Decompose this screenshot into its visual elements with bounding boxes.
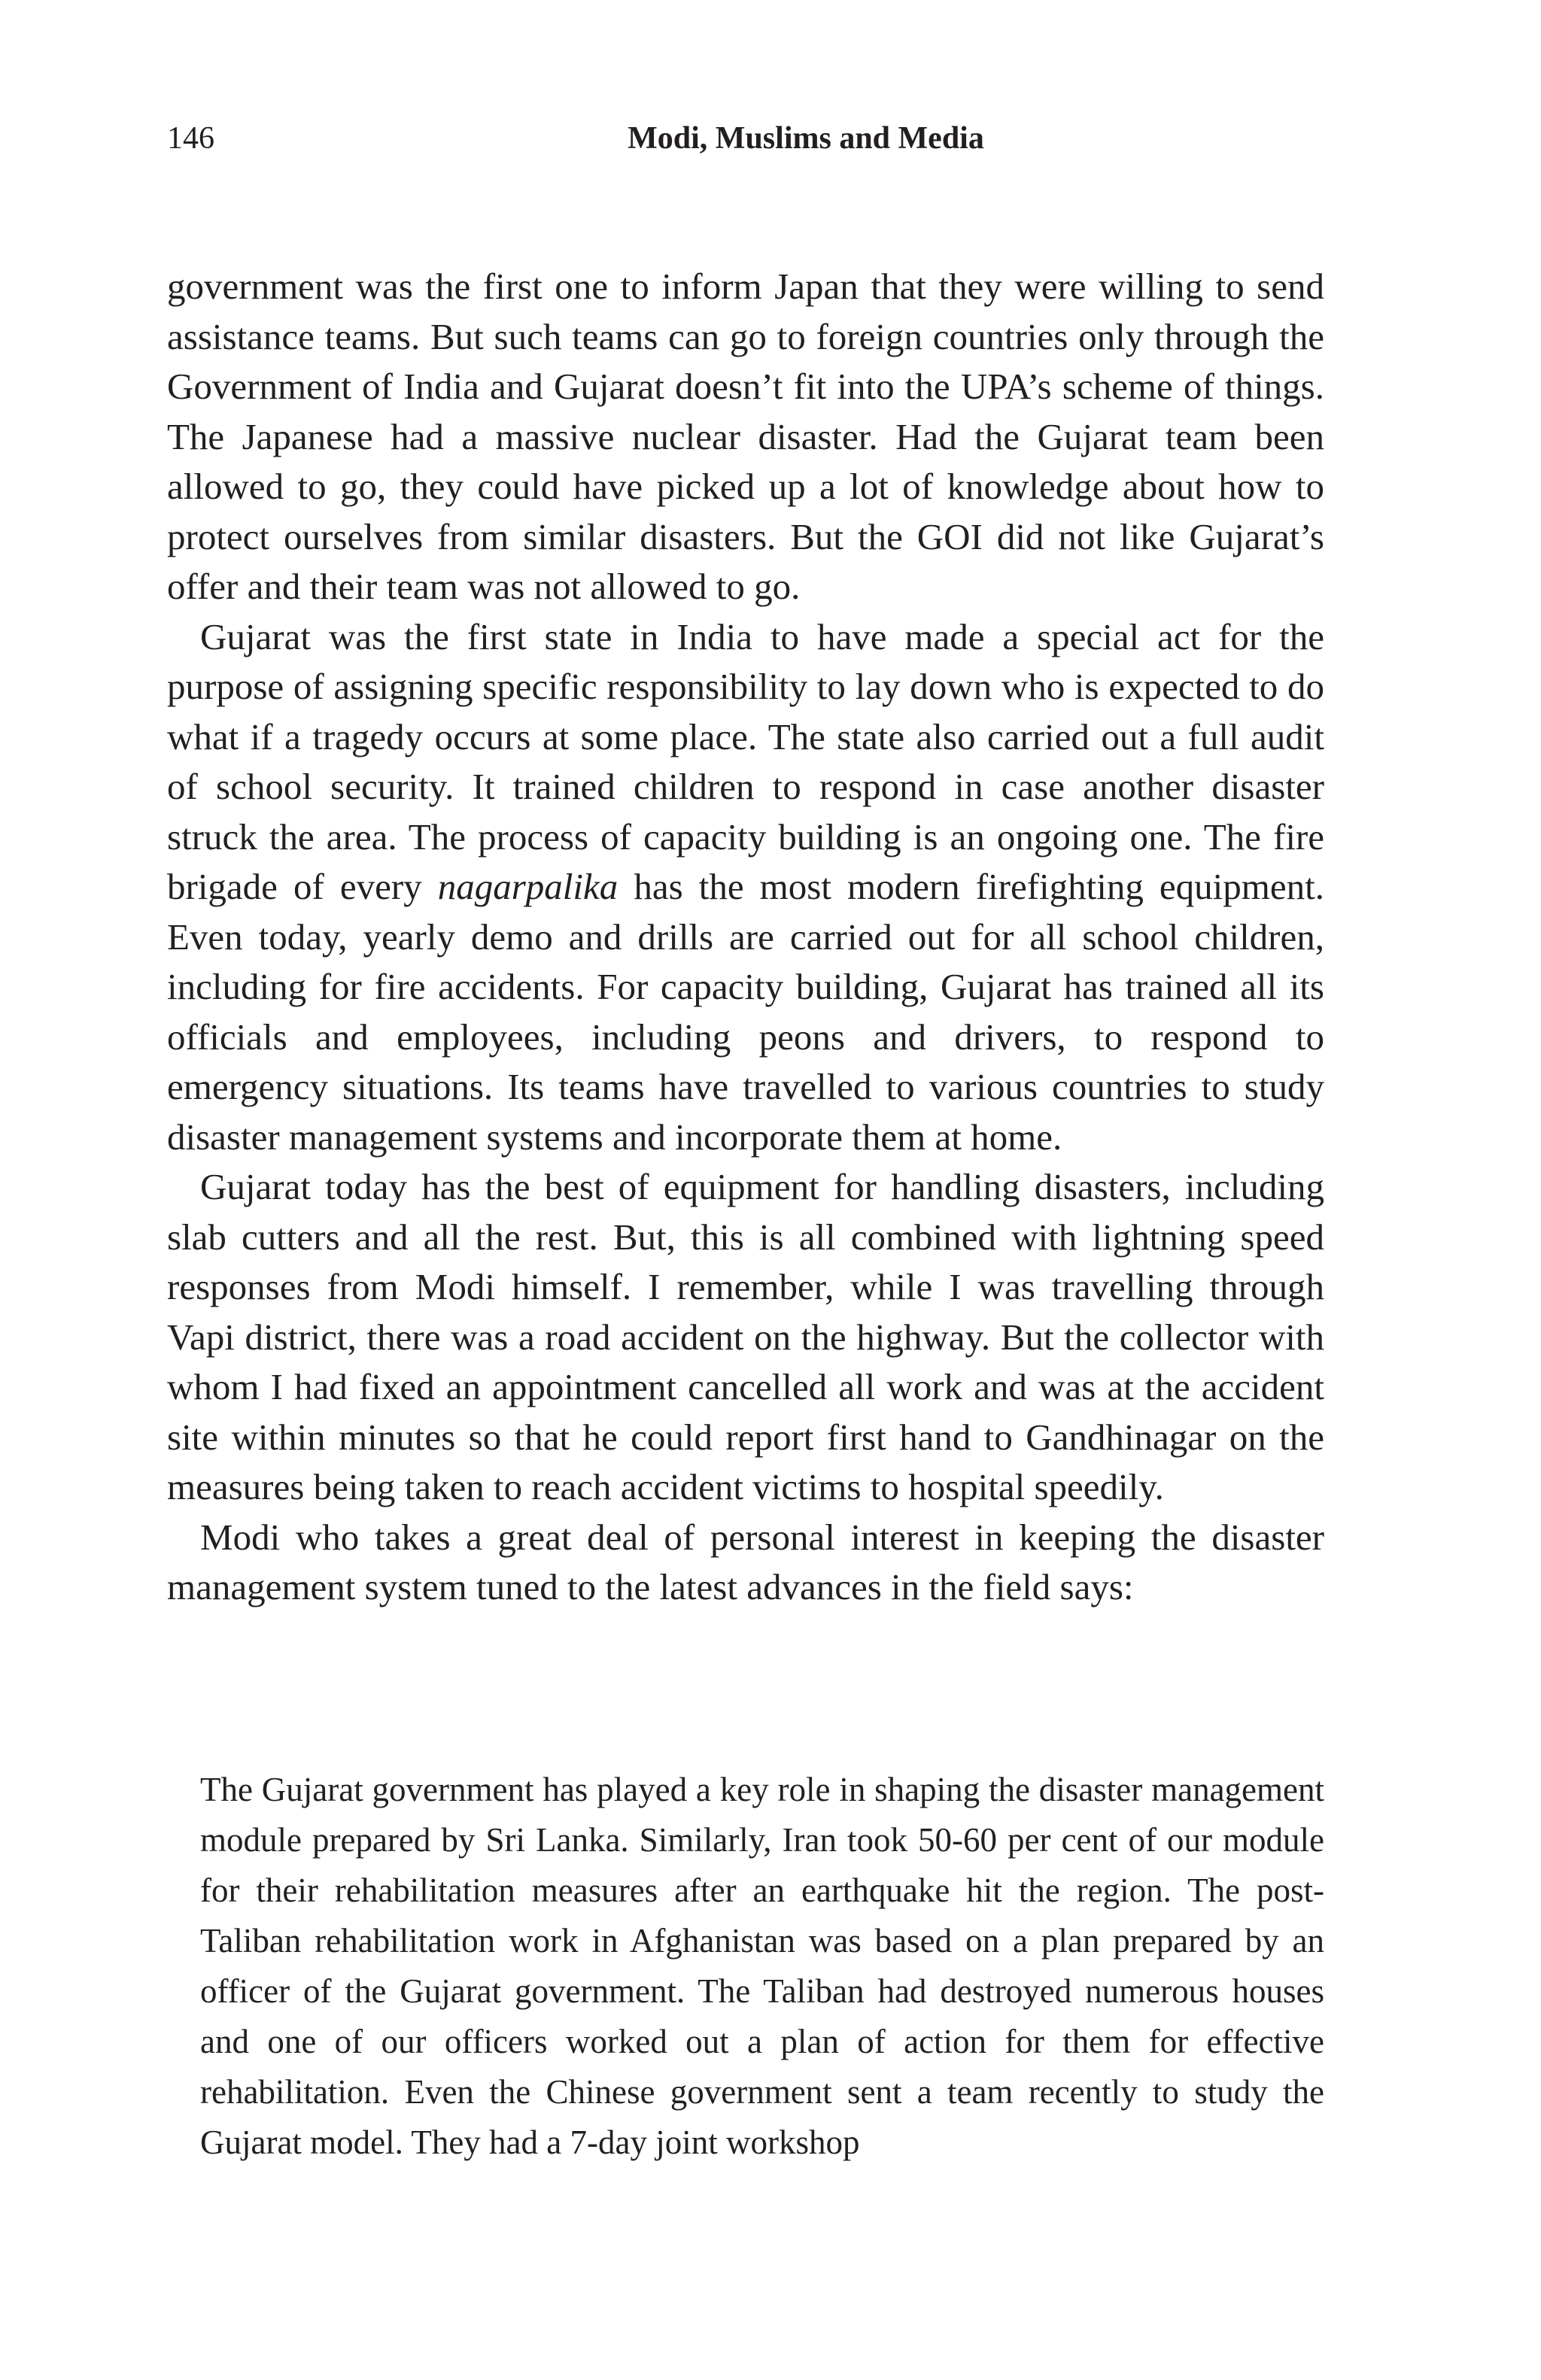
page-number: 146	[167, 121, 214, 156]
paragraph-1: government was the first one to inform Japan that they were willing to send assistance teams. But such teams can go to foreign countries only through the Government of India and Gujarat doesn’t fit into the UPA’s scheme of things. The Japanese had a massive nuclear disaster. Had the Gujarat team been allowed to go, they could have picked up a lot of knowledge about how to protect ourselves from similar disasters. But the GOI did not like Gujarat’s offer and their team was not allowed to go.	[167, 266, 1324, 607]
paragraph-4: Modi who takes a great deal of personal interest in keeping the disaster management system tuned to the latest advances in the field says:	[167, 1516, 1324, 1607]
paragraph-2-text-start: Gujarat was the first state in India to have made a special act for the purpose of assigning specific responsibility to lay down who is expected to do what if a tragedy occurs at some place. The state also carried out a full audit of school security. It trained children to respond in case another disaster struck the area. The process of capacity building is an ongoing one. The fire brigade of every	[167, 615, 1324, 907]
body-text	[167, 262, 1324, 1613]
block-quote-text: The Gujarat government has played a key role in shaping the disaster management module prepared by Sri Lanka. Similarly, Iran took 50-60 per cent of our module for their rehabilitation measures after an earthquake hit the region. The post-Taliban rehabilitation work in Afghanistan was based on a plan prepared by an officer of the Gujarat government. The Taliban had destroyed numerous houses and one of our officers worked out a plan of action for them for effective rehabilitation. Even the Chinese government sent a team recently to study the Gujarat model. They had a 7-day joint workshop	[200, 1771, 1324, 2161]
running-head: Modi, Muslims and Media	[628, 121, 984, 156]
paragraph-2	[167, 612, 1324, 1163]
block-quote	[200, 1765, 1324, 2168]
page-header	[167, 116, 1324, 161]
paragraph-3: Gujarat today has the best of equipment for handling disasters, including slab cutters and all the rest. But, this is all combined with lightning speed responses from Modi himself. I remember, while I was travelling through Vapi district, there was a road accident on the highway. But the collector with whom I had fixed an appointment cancelled all work and was at the accident site within minutes so that he could report first hand to Gandhinagar on the measures being taken to reach accident victims to hospital speedily.	[167, 1166, 1324, 1507]
paragraph-2-italic-term: nagarpalika	[437, 866, 619, 907]
paragraph-2-text-end: has the most modern firefighting equipment. Even today, yearly demo and drills are carried out for all school children, including for fire accidents. For capacity building, Gujarat has trained all its officials and employees, including peons and drivers, to respond to emergency situations. Its teams have travelled to various countries to study disaster management systems and incorporate them at home.	[167, 866, 1325, 1158]
